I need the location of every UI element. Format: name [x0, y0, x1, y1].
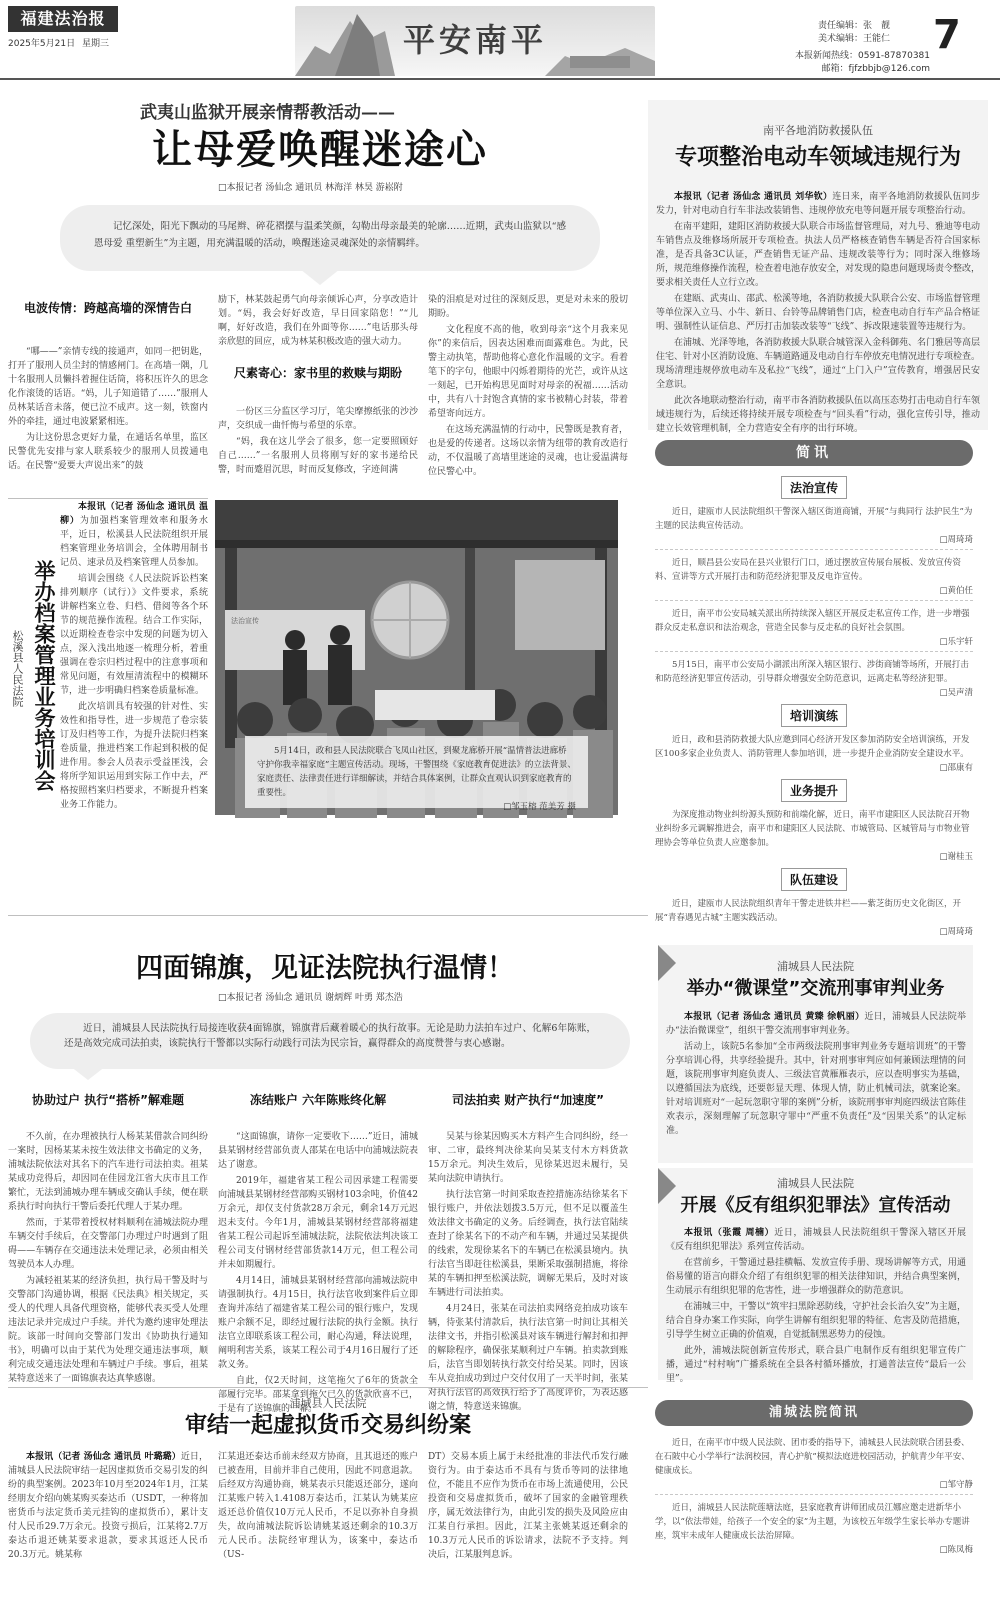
article1-para: 在这场充满温情的行动中，民警既是教育者，也是爱的传递者。这场以亲情为纽带的教育改造行动，不仅温暖了高墙里迷途的灵魂，也让爱温满每位民警心中。	[428, 425, 628, 477]
article6-kicker: 浦城县人民法院	[777, 960, 854, 973]
speech-tail-shape	[70, 1066, 106, 1082]
article3-para: 此次培训具有较强的针对性、实效性和指导性，进一步规范了卷宗装订及归档等工作，为提升法院归档案卷质量，推进档案工作起到积极的促进作用。参会人员表示受益匪浅，会将所学知识运用到实际工作中去，严格按照档案归档要求，不断提升档案业务工作能力。	[60, 702, 208, 810]
brief-text: 为深度推动物业纠纷源头预防和前端化解，近日，南平市建阳区人民法院召开物业纠纷多元调解推进会，南平市和建阳区人民法院、市城管局、区城管局与市物业管理协会等单位负责人应邀参加。	[655, 810, 970, 848]
speech-tail-shape	[300, 269, 340, 287]
article3-headline: 举办档案管理业务培训会	[32, 560, 56, 791]
news-hotline: 本报新闻热线：0591-87870381	[795, 51, 930, 61]
article2-para: 在浦城、光泽等地，各消防救援大队联合城管深入金科御苑、名门雅居等高层住宅、针对小区消防设施、车辆道路通及电动自行车停放充电情况进行专项检查。现场清理违规停放电动车及私拉“飞线”，通过“上门入户”宣传教育，增强居民安全意识。	[656, 338, 981, 390]
masthead-rule	[0, 78, 1000, 80]
article1-para: 一份区三分监区学习厅，笔尖摩擦纸张的沙沙声，交织成一曲忏悔与希望的乐章。	[218, 407, 418, 431]
article5-para: 江某退还泰达币前未经双方协商，且其退还的账户已被查用，目前并非自己使用，因此不同意退款。后经双方沟通协商，姚某表示只能返还部分，遂向江某账户转入1.4108万泰达币，江某认为姚某应返还总价值仅10万元人民币，不足以弥补自身损失，故向浦城法院诉讼请姚某返还剩余的10.3万元人民币。法院经审理认为，该案中，泰达币（US-	[218, 1452, 418, 1560]
brief-divider	[655, 651, 973, 652]
article1-para: 文化程度不高的他，收到母亲“这个月我来见你”的来信后，因表达困难而面露难色。为此，民警主动执笔，帮助他将心意化作温暖的文字。看着笔下的字句，他眼中闪烁着期待的光芒，或许从这一刻起，已开始构思见面时对母亲的祝福……活动中，共有八十封饱含真情的家书被精心封装，带着希望寄向远方。	[428, 325, 628, 419]
article1-lead-box	[60, 205, 600, 271]
brief-item	[655, 1501, 973, 1555]
briefs-title: 简讯	[796, 445, 832, 461]
article7-para: 在浦城三中，干警以“筑牢扫黑除恶防线，守护社会长治久安”为主题，结合自身办案工作实际，向学生讲解有组织犯罪的特征、危害及防范措施，引导学生树立正确的价值观，自觉抵制黑恶势力的侵蚀。	[666, 1302, 966, 1340]
article1-sub2: 尺素寄心：家书里的救赎与期盼	[233, 366, 402, 380]
brief-author: □周琦琦	[939, 927, 973, 937]
article1-para: 励下，林某鼓起勇气向母亲倾诉心声，分享改造计划。“妈，我会好好改造，早日回家陪您！”“儿啊，好好改造，我们在外面等你……”电话那头母亲欣慰的回应，成为林某积极改造的强大动力。	[218, 295, 418, 347]
article4-para: “这面锦旗，请你一定要收下……”近日，浦城县某钢材经营部负责人邵某在电话中向浦城法院表达了谢意。	[218, 1132, 418, 1170]
article4-lead: 近日，浦城县人民法院执行局接连收获4面锦旗，锦旗背后藏着暖心的执行故事。无论是助力法拍车过户、化解6年陈账，还是高效完成司法拍卖，该院执行干警都以实际行动践行司法为民宗旨，赢得群众的高度赞誉与衷心感谢。	[64, 1023, 596, 1049]
article2-kicker: 南平各地消防救援队伍	[763, 124, 873, 137]
article4-byline: □本报记者 汤仙念 通讯员 谢炳辉 叶勇 郑杰浩	[218, 993, 403, 1003]
contact-email: 邮箱：fjfzbbjb@126.com	[821, 64, 930, 74]
photo-caption-box	[245, 736, 588, 812]
article5-col	[8, 1450, 208, 1590]
article5-headline: 审结一起虚拟货币交易纠纷案	[184, 1413, 471, 1438]
brief-item	[655, 897, 973, 937]
issue-weekday: 星期三	[81, 39, 109, 49]
article3-lead-label: 本报讯（记者 汤仙念 通讯员 温柳）	[60, 502, 208, 526]
brief-author: □邹守静	[939, 1480, 973, 1490]
brief-author: □陈凤梅	[939, 1545, 973, 1555]
brief-author: □吴声清	[939, 688, 973, 698]
article1-col2b	[218, 405, 418, 493]
brief-text: 近日，政和县消防救援大队应邀到同心经济开发区参加消防安全培训演练，开发区100多家企业负责人、消防管理人参加培训，进一步提升企业消防安全建设水平。	[655, 735, 970, 759]
brief-group-header: 培训演练	[781, 704, 847, 727]
article4-para: 为减轻祖某某的经济负担，执行局干警及时与交警部门沟通协调，根据《民法典》相关规定，买受人的代理人具备代理资格，能够代表买受人处理违法记录并完成过户手续。并代为邀约速审处理法院。该部一时间向交警部门发出《协助执行通知书》，明确可以由于某代为处理交通违法事项，顺利完成交通违法处理和车辆过户手续。事后，祖某某特意送来了一面锦旗表达真挚感谢。	[8, 1276, 208, 1384]
article1-para: “哪——”亲情专线的接通声，如同一把钥匙，打开了服刑人员尘封的情感闸门。在高墙一隅，几十名服刑人员懒抖着握住话筒，将积压许久的思念化作滚烫的话语。“妈，儿子知道错了……”服刑人员林某话音未落，便已泣不成声。这一刻，铁窗内外的牵挂，通过电波紧紧相连。	[8, 347, 208, 427]
briefs2-title: 浦城法院简讯	[768, 1405, 859, 1420]
brief-divider	[655, 600, 973, 601]
article4-para: 吴某与徐某因购买木方料产生合同纠纷，经一审、二审，最终判决徐某向吴某支付木方料货款15万余元。判决生效后，见徐某迟迟未履行，吴某向法院申请执行。	[428, 1132, 628, 1184]
article4-para: 自此，仅2天时间，这笔拖欠了6年的货款全部履行完毕。邵某拿到拖欠已久的货款欣喜不已，于是有了送锦旗的一幕。	[218, 1376, 418, 1414]
paper-name: 福建法治报	[20, 9, 106, 28]
brief-item	[655, 505, 973, 545]
article3-court: 松溪县人民法院	[11, 630, 24, 707]
briefs2-header-bar	[655, 1400, 973, 1426]
article3-body	[60, 500, 208, 890]
article1-para: 染的泪痕是对过往的深刻反思，更是对未来的殷切期盼。	[428, 295, 628, 319]
article4-para: 执行法官第一时间采取查控措施冻结徐某名下银行账户，并依法划拨3.5万元，但不足以覆盖生效法律文书确定的义务。后经调查，执行法官陆续查封了徐某名下的不动产和车辆，并通过吴某提供的线索，发现徐某名下的车辆已在松溪县境内。执行法官当即赶往松溪县，果断采取强制措施，将徐某的车辆扣押至松溪法院，调解无果后，及时对该车辆进行司法拍卖。	[428, 1190, 628, 1298]
article1-col2a	[218, 293, 418, 353]
article4-sub: 冻结账户 六年陈账终化解	[249, 1093, 387, 1107]
article6-para: 近日，浦城县人民法院举办“法治微课堂”，组织干警交流刑事审判业务。	[666, 1012, 966, 1036]
article5-kicker: 浦城县人民法院	[289, 1397, 367, 1410]
briefs-list	[655, 476, 973, 937]
article4-sub: 司法拍卖 财产执行“加速度”	[452, 1093, 604, 1107]
brief-author: □周琦琦	[939, 535, 973, 545]
article1-headline: 让母爱唤醒迷途心	[152, 127, 488, 173]
brief-text: 近日，南平市公安局城关派出所持续深入辖区开展反走私宣传工作，进一步增强群众反走私意识和法治观念，营造全民参与反走私的良好社会氛围。	[655, 609, 970, 633]
photo-caption: 5月14日，政和县人民法院联合飞凤山社区，到聚龙廊桥开展“温情普法进廊桥 守护你我幸福家庭”主题宣传活动。现场，干警围绕《家庭教育促进法》的立法背景、家庭责任、法律责任进行详细解读，并结合具体案例，让群众直观认识到家庭教育的重要性。	[257, 746, 576, 798]
article2-body	[656, 190, 981, 434]
brief-item	[655, 733, 973, 773]
article1-sub1: 电波传情：跨越高墙的深情告白	[23, 301, 192, 315]
article2-para: 在建瓯、武夷山、邵武、松溪等地，各消防救援大队联合公安、市场监督管理等单位深入立马、小牛、新日、台铃等品牌销售门店，检查电动自行车产品合格证明、强制性认证信息、严厉打击加装改装等“飞线”、拆改限速装置等违规行为。	[656, 294, 981, 332]
article2-para: 在南平建阳，建阳区消防救援大队联合市场监督管理局，对九号、雅迪等电动车销售点及维修场所展开专项检查。执法人员严格核查销售车辆是否符合国家标准，是否具备3C认证，严查销售无证产品、违规改装等行为；同时深入维修场所，规范维修操作流程，检查着电池存放安全，对发现的隐患问题现场责令整改，要求相关责任人立行立改。	[656, 222, 981, 288]
brief-text: 近日，建瓯市人民法院组织青年干警走进铁井栏——紫芝街历史文化街区，开展“青春遇见古城”主题实践活动。	[655, 899, 962, 923]
brief-text: 近日，建瓯市人民法院组织干警深入辖区街道商铺，开展“与典同行 法护民生”为主题的民法典宣传活动。	[655, 507, 973, 531]
brief-item	[655, 808, 973, 862]
paper-logo	[8, 6, 118, 32]
article7-para: 在营前乡，干警通过悬挂横幅、发放宣传手册、现场讲解等方式，用通俗易懂的语言向群众介绍了有组织犯罪的相关法律知识，并结合典型案例，生动展示有组织犯罪的危害性，进一步增强群众的防范意识。	[666, 1258, 966, 1296]
brief-author: □黄伯任	[939, 586, 973, 596]
article3-para: 培训会围绕《人民法院诉讼档案排列顺序（试行）》文件要求，系统讲解档案立卷、归档、借阅等各个环节的规范操作流程。结合工作实际，以近期检查卷宗中发现的问题为切入点，深入浅出地逐一梳理分析，着重强调在卷宗归档过程中的注意事项和常见问题，有效厘清流程中的模糊环节，进一步明确归档案卷质量标准。	[60, 574, 208, 696]
page-number: 7	[933, 12, 961, 58]
article7-headline: 开展《反有组织犯罪法》宣传活动	[680, 1195, 951, 1216]
brief-divider	[655, 1494, 973, 1495]
briefs2-list	[655, 1436, 973, 1555]
article4-col	[428, 1130, 628, 1412]
article5-para: DT）交易本质上属于未经批准的非法代币发行融资行为。由于泰达币不具有与货币等同的法律地位，不能且不应作为货币在市场上流通使用，公民投资和交易虚拟货币，破坏了国家的金融管理秩序，属无效法律行为，由此引发的损失及风险应由江某自行承担。因此，江某主张姚某返还剩余的10.3万元人民币的诉讼请求，法院不予支持。判决后，江某服判息诉。	[428, 1452, 628, 1560]
brief-item	[655, 1436, 973, 1490]
brief-item	[655, 658, 973, 698]
article4-col	[8, 1130, 208, 1384]
article1-lead: 记忆深处，阳光下飘动的马尾辫、碎花褶摆与温柔笑颜，勾勒出母亲最美的轮廓……近期，武夷山监狱以“感恩母爱 重塑新生”为主题，用充满温暖的活动，唤醒迷途灵魂深处的亲情羁绊。	[94, 221, 566, 249]
photo-credit: □邹玉榕 范美芳 摄	[503, 802, 576, 812]
brief-item	[655, 556, 973, 596]
brief-text: 近日，顺昌县公安局在县兴业银行门口，通过摆放宣传展台展板、发放宣传资料、宣讲等方式开展打击和防范经济犯罪及反电诈宣传。	[655, 558, 962, 582]
issue-date: 2025年5月21日	[8, 39, 76, 49]
article7-para: 此外，浦城法院创新宣传形式，联合县广电制作反有组织犯罪宣传广播，通过“村村响”广播系统在全县各村循环播放，打通普法宣传“最后一公里”。	[666, 1346, 966, 1384]
article3-para: 为加强档案管理效率和服务水平，近日，松溪县人民法院组织开展档案管理业务培训会，全体聘用制书记员、速录员及档案管理人员参加。	[60, 516, 208, 568]
article6-lead-label: 本报讯（记者 汤仙念 通讯员 黄臻 徐帆丽）	[684, 1012, 865, 1022]
brief-text: 5月15日，南平市公安局小湖派出所深入辖区银行、涉街商铺等场所，开展打击和防范经济犯罪宣传活动，引导群众增强安全防范意识，远离走私等经济犯罪。	[655, 660, 969, 684]
article1-para: “妈，我在这儿学会了很多，您一定要照顾好自己……”一名服刑人员将刚写好的家书递给民警，时而蹙眉沉思，时而反复修改，字迹间满	[218, 437, 418, 475]
article2-headline: 专项整治电动车领域违规行为	[674, 145, 961, 170]
section-divider	[8, 1387, 648, 1388]
article6-body	[666, 1010, 966, 1160]
brief-item	[655, 607, 973, 647]
brief-text: 近日，在南平市中级人民法院、团市委的指导下，浦城县人民法院联合团县委、在石陂中心小学举行“法润校园，青心护航”模拟法庭进校园活动，护航青少年平安、健康成长。	[655, 1438, 970, 1476]
briefs-header-bar	[655, 440, 973, 466]
article6-para: 活动上，该院5名参加“全市两级法院刑事审判业务专题培训班”的干警分享培训心得，共享经验提升。其中，针对刑事审判应如何兼顾法理情的问题，该院刑事审判庭负责人、三级法官黄雁雁表示，应以查明事实为基础，以遵循国法为底线，还要彰显天理、体现人情，防止机械司法，就案论案。针对培训班对“一起玩忽职守罪的案例”分析，该院刑事审判庭四级法官陈佳欢表示，深刻理解了玩忽职守罪中“严重不负责任”及“因果关系”的认定标准。	[666, 1042, 966, 1136]
brief-author: □邵康有	[939, 763, 973, 773]
article6-headline: 举办“微课堂”交流刑事审判业务	[686, 978, 945, 999]
article2-para: 此次各地联动整治行动，南平市各消防救援队伍以高压态势打击电动自行车领域违规行为，后续还将持续开展专项检查与“回头看”行动，强化宣传引导，推动建立长效管理机制，全力营造安全有序的出行环境。	[656, 396, 981, 434]
article7-kicker: 浦城县人民法院	[777, 1177, 854, 1190]
article1-para: 为让这份思念更好力量，在通话名单里，监区民警优先安排与家人联系较少的服刑人员拨通电话。在民警“爱要大声说出来”的鼓	[8, 433, 208, 471]
article1-col1	[8, 345, 208, 495]
photo-board-title: 法治宣传	[231, 617, 259, 625]
brief-group-header: 法治宣传	[781, 476, 847, 499]
brief-group-header: 业务提升	[781, 779, 847, 802]
article4-para: 4月14日，浦城县某钢材经营部向浦城法院申请强制执行。4月15日，执行法官收到案件后立即查询并冻结了福建省某工程公司的银行账户，发现账户余额不足，即经过履行法院的执行金额。执行法官立即联系该工程公司，耐心沟通，释法说理，阐明利害关系，该某工程公司于4月16日履行了还款义务。	[218, 1276, 418, 1370]
article4-headline: 四面锦旗，见证法院执行温情！	[136, 953, 514, 984]
article4-lead-box	[30, 1013, 630, 1069]
brief-group-header: 队伍建设	[781, 868, 847, 891]
article5-col	[428, 1450, 628, 1590]
article2-lead-label: 本报讯（记者 汤仙念 通讯员 刘华钦）	[674, 192, 833, 202]
event-photo	[215, 500, 618, 815]
editor-label: 责任编辑：张 靓	[818, 21, 891, 31]
article4-para: 不久前，在办理被执行人杨某某借款合同纠纷一案时，因杨某某未按生效法律文书确定的义务，浦城法院依法对其名下的汽车进行司法拍卖。祖某某成功竞得后，却因同在佳园龙江省大庆市且工作繁忙，无法到浦城办理车辆成交确认手续，便在联系执行时向执行干警后委托代理人于某办理。	[8, 1132, 208, 1212]
section-banner	[295, 6, 655, 76]
article7-para: 近日，浦城县人民法院组织干警深入辖区开展《反有组织犯罪法》系列宣传活动。	[666, 1228, 966, 1252]
brief-author: □谢桂玉	[939, 852, 973, 862]
brief-text: 近日，浦城县人民法院莲塘法庭，县家庭教育讲师团成员江娜应邀走进新华小学，以“依法带娃，给孩子一个安全的家”为主题，为该校五年级学生家长举办专题讲座，筑牢未成年人健康成长法治屏障。	[655, 1503, 970, 1541]
article7-body	[666, 1226, 966, 1384]
art-editor-label: 美术编辑：王能仁	[818, 34, 891, 44]
article4-sub: 协助过户 执行“搭桥”解难题	[32, 1093, 184, 1107]
brief-divider	[655, 549, 973, 550]
divider	[8, 498, 208, 499]
article1-byline: □本报记者 汤仙念 通讯员 林海洋 林昊 游崧附	[218, 183, 403, 193]
section-divider	[8, 915, 648, 916]
article5-col	[218, 1450, 418, 1590]
article2-para: 连日来，南平各地消防救援队伍同步发力，针对电动自行车非法改装销售、违规停放充电等问题开展专项整治行动。	[656, 192, 980, 216]
article5-para: 近日，浦城县人民法院审结一起因虚拟货币交易引发的纠纷的典型案例。2023年10月至2024年1月，江某经朋友介绍向姚某购买泰达币（USDT，一种将加密货币与法定货币美元挂钩的虚拟货币），累计支付人民币29.7万余元。投资亏损后，江某将2.7万泰达币退还姚某要求退款，要求其返还人民币20.3万元。姚某称	[8, 1452, 208, 1560]
brief-author: □乐宇轩	[939, 637, 973, 647]
article1-col3	[428, 293, 628, 493]
section-title: 平安南平	[402, 21, 547, 59]
article4-para: 2019年，福建省某工程公司因承建工程需要向浦城县某钢材经营部购买钢材103余吨，价值42万余元，却仅支付货款28万余元，剩余14万元迟迟未支付。今年1月，浦城县某钢材经营部将福建省某工程公司起诉至浦城法院，法院依法判决该工程公司支付钢材经营部货款14万元，但工程公司并未如期履行。	[218, 1176, 418, 1270]
article1-kicker: 武夷山监狱开展亲情帮教活动——	[140, 103, 395, 123]
article4-para: 4月24日，张某在司法拍卖网络竞拍成功该车辆，待张某付清款后，执行法官第一时间让其相关法律文书，并指引松溪县对该车辆进行解封和扣押的解除程序，确保张某顺利过户车辆。拍卖款到账后，法官当即划转执行款交付给吴某。同时，因该车从竞拍成功到过户交付仅用了一天半时间，张某对执行法官的高效执行给予了高度评价，为表达感谢之情，特意送来锦旗。	[428, 1304, 628, 1412]
article5-lead-label: 本报讯（记者 汤仙念 通讯员 叶璐璐）	[26, 1452, 181, 1462]
article4-para: 然而，于某带着授权材料顺利在浦城法院办理车辆交付手续后，在交警部门办理过户时遇到了阻碍——车辆存在交通违法未处理记录，必须由相关驾驶员本人办理。	[8, 1218, 208, 1270]
article7-lead-label: 本报讯（张霞 周楠）	[684, 1228, 775, 1238]
